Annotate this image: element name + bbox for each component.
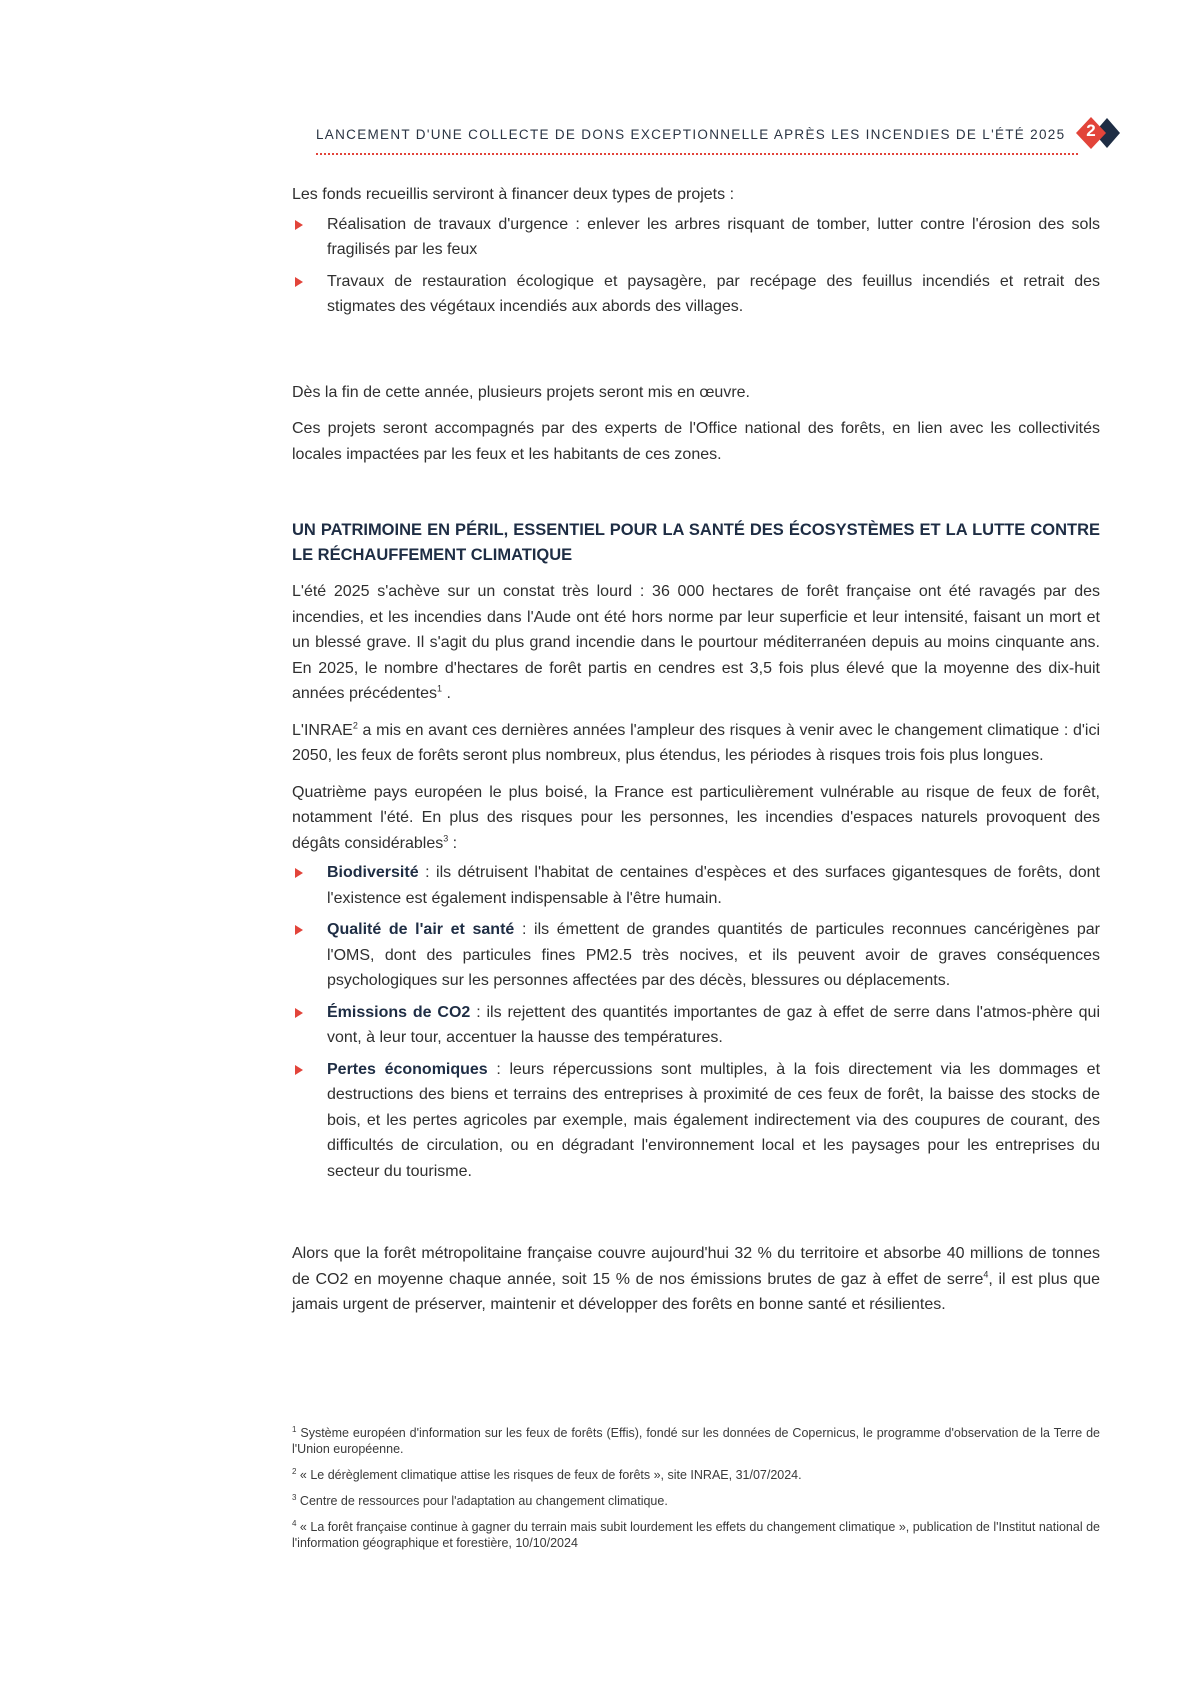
paragraph-end: , il est plus que jamais urgent de préserver, maintenir et développer des forêts en bonne santé et résilientes.: [292, 1270, 1100, 1313]
footnote: [292, 1519, 1100, 1551]
footnote-number: 2: [292, 1466, 297, 1476]
paragraph-text: Quatrième pays européen le plus boisé, la France est particulièrement vulnérable au risque de feux de forêt, notamment l'été. En plus des risques pour les personnes, les incendies d'espaces naturels provoquent des dégâts considérables: [292, 783, 1100, 852]
footnote-ref: 4: [983, 1269, 989, 1280]
footnote-number: 3: [292, 1492, 297, 1502]
page-header-title: LANCEMENT D'UNE COLLECTE DE DONS EXCEPTIONNELLE APRÈS LES INCENDIES DE L'ÉTÉ 2025: [316, 127, 1066, 142]
list-item: [292, 860, 1100, 911]
list-item: [292, 917, 1100, 994]
main-content: [292, 182, 1100, 1329]
list-item-text: Travaux de restauration écologique et paysagère, par recépage des feuillus incendiés et retrait des stigmates des végétaux incendiés aux abords des villages.: [327, 272, 1100, 315]
paragraph-end: :: [448, 834, 458, 852]
impact-text: : ils rejettent des quantités importantes de gaz à effet de serre dans l'atmos-phère qui vont, à leur tour, accentuer la hausse des températures.: [327, 1003, 1100, 1046]
footnote: [292, 1425, 1100, 1457]
bullet-triangle-icon: [295, 868, 303, 878]
footnote-ref: 3: [443, 833, 449, 844]
bullet-triangle-icon: [295, 1008, 303, 1018]
intro-lead: Les fonds recueillis serviront à financer deux types de projets :: [292, 186, 735, 203]
footnote-text: Centre de ressources pour l'adaptation au changement climatique.: [296, 1494, 668, 1508]
impact-label: Pertes économiques: [327, 1060, 488, 1078]
list-item: [292, 269, 1100, 320]
footnote-ref: 2: [352, 720, 358, 731]
section-paragraph-2: [292, 718, 1100, 769]
footnotes: [292, 1425, 1100, 1561]
section-heading: UN PATRIMOINE EN PÉRIL, ESSENTIEL POUR LA SANTÉ DES ÉCOSYSTÈMES ET LA LUTTE CONTRE LE RÉCHAUFFEMENT CLIMATIQUE: [292, 521, 1100, 564]
paragraph-end: .: [442, 685, 451, 702]
bullet-triangle-icon: [295, 1065, 303, 1075]
bullet-triangle-icon: [295, 277, 303, 287]
impact-label: Émissions de CO2: [327, 1003, 471, 1021]
impact-text: : ils détruisent l'habitat de centaines d'espèces et des surfaces gigantesques de forêts, dont l'existence est également indispensable à l'être humain.: [327, 864, 1100, 907]
header-dotted-divider: [316, 153, 1078, 155]
paragraph-start: L'INRAE: [292, 721, 353, 739]
footnote-text: « Le dérèglement climatique attise les risques de feux de forêts », site INRAE, 31/07/2024.: [296, 1468, 802, 1482]
intro-paragraph-1: Dès la fin de cette année, plusieurs projets seront mis en œuvre.: [292, 383, 750, 401]
paragraph-text: Alors que la forêt métropolitaine française couvre aujourd'hui 32 % du territoire et absorbe 40 millions de tonnes de CO2 en moyenne chaque année, soit 15 % de nos émissions brutes de gaz à effet de serre: [292, 1245, 1100, 1288]
funding-projects-list: [292, 212, 1100, 320]
impact-label: Biodiversité: [327, 864, 419, 881]
paragraph-text: L'été 2025 s'achève sur un constat très lourd : 36 000 hectares de forêt française ont été ravagés par des incendies, et les incendies dans l'Aude ont été hors norme par leur superficie et leur intensité, faisant un mort et un blessé grave. Il s'agit du plus grand incendie dans le pourtour méditerranéen depuis au moins cinquante ans. En 2025, le nombre d'hectares de forêt partis en cendres est 3,5 fois plus élevé que la moyenne des dix-huit années précédentes: [292, 583, 1100, 702]
impact-text: : leurs répercussions sont multiples, à la fois directement via les dommages et destructions des biens et terrains des entreprises à proximité de ces feux de forêt, la baisse des stocks de bois, et les pertes agricoles par exemple, mais également indirectement via des coupures de courant, des difficultés de circulation, ou en dégradant l'environnement local et les paysages pour les entreprises du secteur du tourisme.: [327, 1060, 1101, 1180]
footnote-text: Système européen d'information sur les feux de forêts (Effis), fondé sur les données de Copernicus, le programme d'observation de la Terre de l'Union européenne.: [292, 1426, 1100, 1456]
footnote: [292, 1493, 1100, 1509]
footnote-text: « La forêt française continue à gagner du terrain mais subit lourdement les effets du changement climatique », publication de l'Institut national de l'information géographique et forestière, 10/10/2024: [292, 1520, 1100, 1550]
bullet-triangle-icon: [295, 220, 303, 230]
footnote-ref: 1: [437, 683, 443, 694]
list-item: [292, 212, 1100, 263]
footnote-number: 4: [292, 1518, 297, 1528]
list-item-text: Réalisation de travaux d'urgence : enlever les arbres risquant de tomber, lutter contre l'érosion des sols fragilisés par les feux: [327, 215, 1100, 258]
section-paragraph-3: [292, 780, 1100, 857]
impact-text: : ils émettent de grandes quantités de particules reconnues cancérigènes par l'OMS, dont des particules fines PM2.5 très nocives, et ils peuvent avoir de graves conséquences psychologiques sur les personnes affectées par des décès, blessures ou déplacements.: [327, 921, 1100, 989]
list-item: [292, 1000, 1100, 1051]
page-number: 2: [1086, 121, 1096, 140]
section-paragraph-1: [292, 579, 1100, 707]
page-number-badge: [1075, 113, 1123, 153]
bullet-triangle-icon: [295, 925, 303, 935]
impact-label: Qualité de l'air et santé: [327, 921, 515, 938]
footnote-number: 1: [292, 1424, 297, 1434]
paragraph-text: a mis en avant ces dernières années l'ampleur des risques à venir avec le changement climatique : d'ici 2050, les feux de forêts seront plus nombreux, plus étendus, les périodes à risques trois fois plus longues.: [292, 721, 1100, 764]
impacts-list: [292, 860, 1100, 1184]
footnote: [292, 1467, 1100, 1483]
list-item: [292, 1057, 1100, 1185]
intro-paragraph-2: Ces projets seront accompagnés par des experts de l'Office national des forêts, en lien avec les collectivités locales impactées par les feux et les habitants de ces zones.: [292, 420, 1100, 463]
section-paragraph-4: [292, 1241, 1100, 1318]
